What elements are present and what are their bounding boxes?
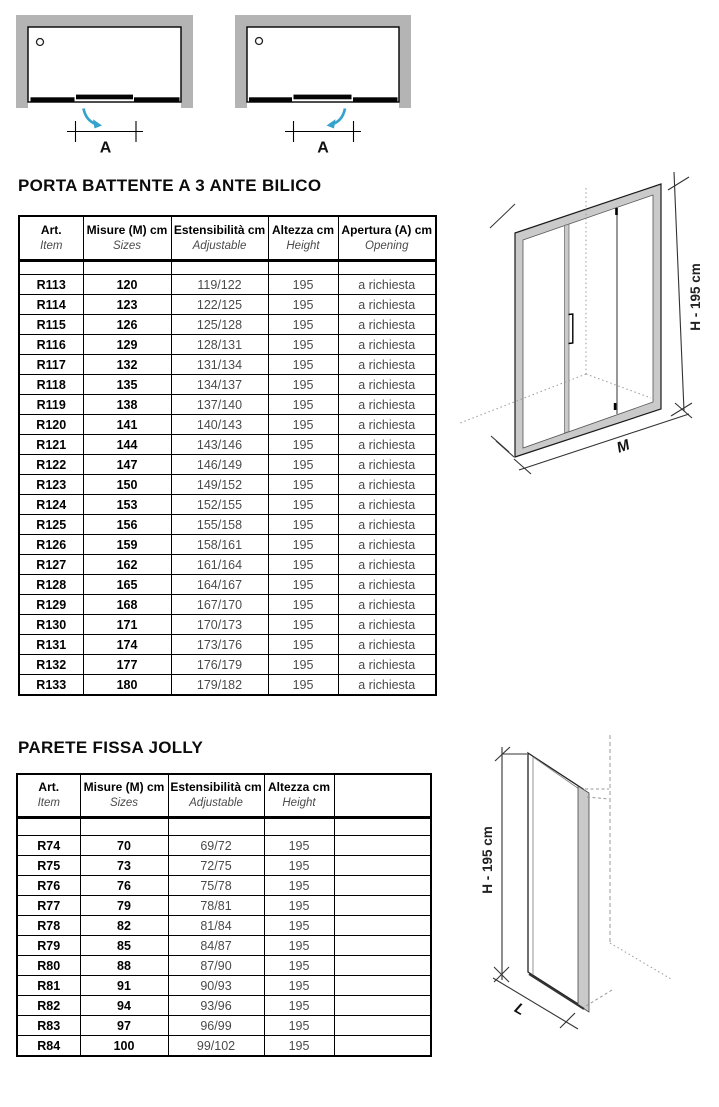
table-cell: R79 — [17, 936, 80, 956]
table-cell: a richiesta — [338, 275, 436, 295]
table-cell: 143/146 — [171, 435, 268, 455]
parete-fissa-table — [16, 773, 432, 1057]
table-row — [19, 455, 436, 475]
table-cell: R117 — [19, 355, 83, 375]
table-cell: R82 — [17, 996, 80, 1016]
table-row — [19, 495, 436, 515]
table-cell: 126 — [83, 315, 171, 335]
table-cell: 195 — [268, 315, 338, 335]
table-row — [17, 996, 431, 1016]
opening-label: A — [317, 139, 329, 157]
table-cell: 161/164 — [171, 555, 268, 575]
table-cell: a richiesta — [338, 395, 436, 415]
perspective-line — [490, 204, 515, 228]
table-cell: 195 — [268, 335, 338, 355]
table-cell: R130 — [19, 615, 83, 635]
table-row — [19, 595, 436, 615]
table-cell: 131/134 — [171, 355, 268, 375]
table-cell: R116 — [19, 335, 83, 355]
table-row — [17, 916, 431, 936]
column-header: Apertura (A) cm Opening — [338, 216, 436, 261]
table-cell: 195 — [268, 555, 338, 575]
table-cell: 138 — [83, 395, 171, 415]
table-cell: a richiesta — [338, 575, 436, 595]
table-cell: R75 — [17, 856, 80, 876]
table-cell: R125 — [19, 515, 83, 535]
table-cell: 177 — [83, 655, 171, 675]
table-cell: 75/78 — [168, 876, 264, 896]
table-cell: R118 — [19, 375, 83, 395]
table-cell: R83 — [17, 1016, 80, 1036]
table-cell: 134/137 — [171, 375, 268, 395]
table-cell: a richiesta — [338, 535, 436, 555]
table-cell: 146/149 — [171, 455, 268, 475]
table-row — [19, 295, 436, 315]
header-row — [19, 216, 436, 261]
table-cell: 195 — [264, 956, 334, 976]
wall-profile — [578, 786, 589, 1012]
table-cell — [334, 896, 431, 916]
table-row — [19, 335, 436, 355]
table-cell: 82 — [80, 916, 168, 936]
table-cell: 195 — [268, 395, 338, 415]
diagram-plan-opening-right — [16, 15, 193, 157]
column-header: Estensibilità cm Adjustable — [171, 216, 268, 261]
table-cell: 195 — [268, 615, 338, 635]
table-row — [19, 275, 436, 295]
table-row — [17, 1036, 431, 1057]
opening-arrow-icon — [84, 109, 103, 129]
section2-title: PARETE FISSA JOLLY — [18, 738, 204, 757]
table-cell: 195 — [268, 275, 338, 295]
table-row — [17, 956, 431, 976]
height-label: H - 195 cm — [688, 263, 703, 331]
table-cell: 147 — [83, 455, 171, 475]
table-cell: 195 — [264, 1016, 334, 1036]
table-cell: 179/182 — [171, 675, 268, 696]
table-cell: 119/122 — [171, 275, 268, 295]
table-cell: R113 — [19, 275, 83, 295]
column-header: Altezza cm Height — [264, 774, 334, 818]
table-cell: R84 — [17, 1036, 80, 1057]
table-cell: 135 — [83, 375, 171, 395]
width-label: L — [511, 999, 528, 1020]
table-cell: a richiesta — [338, 475, 436, 495]
table-cell — [334, 836, 431, 856]
table-cell: R74 — [17, 836, 80, 856]
table-row — [19, 515, 436, 535]
table-cell: 125/128 — [171, 315, 268, 335]
table-cell: R133 — [19, 675, 83, 696]
table-cell: R132 — [19, 655, 83, 675]
pivot-hinge-bottom — [614, 403, 617, 410]
table-cell: R131 — [19, 635, 83, 655]
table-cell: 122/125 — [171, 295, 268, 315]
table-cell: 165 — [83, 575, 171, 595]
table-cell: 195 — [268, 515, 338, 535]
table-cell: 159 — [83, 535, 171, 555]
table-cell: 171 — [83, 615, 171, 635]
table-cell: R129 — [19, 595, 83, 615]
table-cell: a richiesta — [338, 615, 436, 635]
table-cell: 128/131 — [171, 335, 268, 355]
table-cell: a richiesta — [338, 295, 436, 315]
width-label: M — [614, 436, 632, 457]
column-header: Art. Item — [19, 216, 83, 261]
table-row — [17, 896, 431, 916]
panel-divider — [565, 224, 570, 433]
table-cell: R121 — [19, 435, 83, 455]
table-cell: 155/158 — [171, 515, 268, 535]
table-cell — [334, 956, 431, 976]
table-cell: 176/179 — [171, 655, 268, 675]
shower-tray-outline — [247, 27, 399, 102]
table-row — [19, 435, 436, 455]
table-row — [19, 615, 436, 635]
table-cell: a richiesta — [338, 375, 436, 395]
table-cell: 73 — [80, 856, 168, 876]
table-cell: 88 — [80, 956, 168, 976]
table-cell: 140/143 — [171, 415, 268, 435]
table-cell: 168 — [83, 595, 171, 615]
table-cell: 132 — [83, 355, 171, 375]
table-cell: 93/96 — [168, 996, 264, 1016]
table-cell: 195 — [264, 976, 334, 996]
table-cell: 84/87 — [168, 936, 264, 956]
table-cell: R124 — [19, 495, 83, 515]
table-cell: 195 — [264, 836, 334, 856]
table-cell: 156 — [83, 515, 171, 535]
table-row — [19, 415, 436, 435]
table-cell: a richiesta — [338, 555, 436, 575]
table-cell — [334, 856, 431, 876]
table-cell: 195 — [268, 475, 338, 495]
table-cell: 150 — [83, 475, 171, 495]
table-cell: 195 — [264, 996, 334, 1016]
header-row — [17, 774, 431, 818]
drain-mark — [256, 38, 263, 45]
table-cell: 195 — [268, 375, 338, 395]
table-cell — [334, 1036, 431, 1057]
table-cell: R123 — [19, 475, 83, 495]
table-row — [19, 575, 436, 595]
table-cell: 195 — [268, 635, 338, 655]
table-row — [17, 836, 431, 856]
height-label: H - 195 cm — [480, 826, 495, 894]
table-cell: 129 — [83, 335, 171, 355]
table-cell: 195 — [268, 355, 338, 375]
table-row — [19, 475, 436, 495]
table-cell — [334, 996, 431, 1016]
table-row — [19, 375, 436, 395]
table-cell: R119 — [19, 395, 83, 415]
table-cell: 174 — [83, 635, 171, 655]
table-cell: 72/75 — [168, 856, 264, 876]
table-cell: 158/161 — [171, 535, 268, 555]
table-cell: 195 — [268, 495, 338, 515]
table-cell — [334, 916, 431, 936]
table-cell: 94 — [80, 996, 168, 1016]
table-cell: 195 — [264, 876, 334, 896]
table-cell: 123 — [83, 295, 171, 315]
table-cell: R127 — [19, 555, 83, 575]
table-cell: a richiesta — [338, 515, 436, 535]
table-cell: 141 — [83, 415, 171, 435]
table-cell: 195 — [264, 916, 334, 936]
porta-battente-table — [18, 215, 437, 696]
table-cell: 120 — [83, 275, 171, 295]
opening-arrow-icon — [327, 109, 346, 129]
table-cell — [334, 1016, 431, 1036]
table-cell: 96/99 — [168, 1016, 264, 1036]
table-cell: 91 — [80, 976, 168, 996]
table-cell: 195 — [268, 575, 338, 595]
table-cell: R80 — [17, 956, 80, 976]
table-cell: R114 — [19, 295, 83, 315]
table-cell: 195 — [264, 1036, 334, 1057]
table-cell: R120 — [19, 415, 83, 435]
table-cell: R122 — [19, 455, 83, 475]
table-row — [17, 976, 431, 996]
table-cell: a richiesta — [338, 455, 436, 475]
table-row — [19, 675, 436, 696]
table-cell: R78 — [17, 916, 80, 936]
table-cell — [334, 936, 431, 956]
table-row — [19, 555, 436, 575]
table-row — [19, 355, 436, 375]
table-cell: 76 — [80, 876, 168, 896]
table-cell: 195 — [268, 435, 338, 455]
table-cell: 195 — [264, 856, 334, 876]
table-cell: 137/140 — [171, 395, 268, 415]
table-cell: 164/167 — [171, 575, 268, 595]
table-cell: a richiesta — [338, 415, 436, 435]
table-cell: R77 — [17, 896, 80, 916]
table-cell: a richiesta — [338, 335, 436, 355]
table-cell: 180 — [83, 675, 171, 696]
table-cell: a richiesta — [338, 495, 436, 515]
table-cell: 79 — [80, 896, 168, 916]
table-cell: 195 — [268, 455, 338, 475]
shower-tray-outline — [28, 27, 181, 102]
height-dimension — [494, 747, 527, 982]
table-cell: R128 — [19, 575, 83, 595]
table-cell: 195 — [268, 675, 338, 696]
diagram-3d-fixed-panel — [480, 735, 671, 1029]
table-cell: a richiesta — [338, 595, 436, 615]
table-cell: 149/152 — [171, 475, 268, 495]
section1-title: PORTA BATTENTE A 3 ANTE BILICO — [18, 176, 322, 195]
table-cell: 170/173 — [171, 615, 268, 635]
hidden-wall-edges — [585, 735, 671, 1006]
column-header: Altezza cm Height — [268, 216, 338, 261]
table-cell: 87/90 — [168, 956, 264, 976]
table-cell: 195 — [268, 595, 338, 615]
table-row — [17, 936, 431, 956]
table-cell: 195 — [268, 295, 338, 315]
table-row — [19, 535, 436, 555]
table-cell: 78/81 — [168, 896, 264, 916]
table-cell: 97 — [80, 1016, 168, 1036]
table-cell: 195 — [268, 535, 338, 555]
table-cell: R115 — [19, 315, 83, 335]
table-cell — [334, 976, 431, 996]
column-header: Misure (M) cm Sizes — [83, 216, 171, 261]
column-header: Misure (M) cm Sizes — [80, 774, 168, 818]
table-cell: 167/170 — [171, 595, 268, 615]
table-cell: 99/102 — [168, 1036, 264, 1057]
spacer-row — [17, 818, 431, 836]
column-header — [334, 774, 431, 818]
table-cell: 162 — [83, 555, 171, 575]
table-cell: 69/72 — [168, 836, 264, 856]
column-header: Estensibilità cm Adjustable — [168, 774, 264, 818]
table-cell: R76 — [17, 876, 80, 896]
table-cell: 152/155 — [171, 495, 268, 515]
table-cell: a richiesta — [338, 675, 436, 696]
table-cell: 70 — [80, 836, 168, 856]
table-row — [19, 395, 436, 415]
table-cell: 90/93 — [168, 976, 264, 996]
table-cell: a richiesta — [338, 355, 436, 375]
table-row — [17, 1016, 431, 1036]
table-cell: 100 — [80, 1036, 168, 1057]
glass-panel — [528, 753, 583, 1007]
table-cell — [334, 876, 431, 896]
table-cell: 81/84 — [168, 916, 264, 936]
table-row — [19, 635, 436, 655]
table-cell: a richiesta — [338, 635, 436, 655]
table-cell: R126 — [19, 535, 83, 555]
table-cell: a richiesta — [338, 315, 436, 335]
table-cell: 195 — [268, 655, 338, 675]
table-cell: 195 — [264, 936, 334, 956]
opening-label: A — [99, 139, 112, 157]
table-cell: a richiesta — [338, 435, 436, 455]
table-cell: R81 — [17, 976, 80, 996]
pivot-hinge-top — [615, 208, 618, 215]
spacer-row — [19, 261, 436, 275]
table-cell: 153 — [83, 495, 171, 515]
table-cell: 195 — [264, 896, 334, 916]
table-row — [19, 655, 436, 675]
table-row — [19, 315, 436, 335]
table-cell: 85 — [80, 936, 168, 956]
table-cell: 144 — [83, 435, 171, 455]
diagram-plan-opening-left — [235, 15, 411, 157]
table-row — [17, 856, 431, 876]
table-cell: a richiesta — [338, 655, 436, 675]
table-cell: 195 — [268, 415, 338, 435]
drain-mark — [37, 39, 44, 46]
diagram-3d-sliding-door — [460, 172, 703, 474]
column-header: Art. Item — [17, 774, 80, 818]
table-cell: 173/176 — [171, 635, 268, 655]
table-row — [17, 876, 431, 896]
